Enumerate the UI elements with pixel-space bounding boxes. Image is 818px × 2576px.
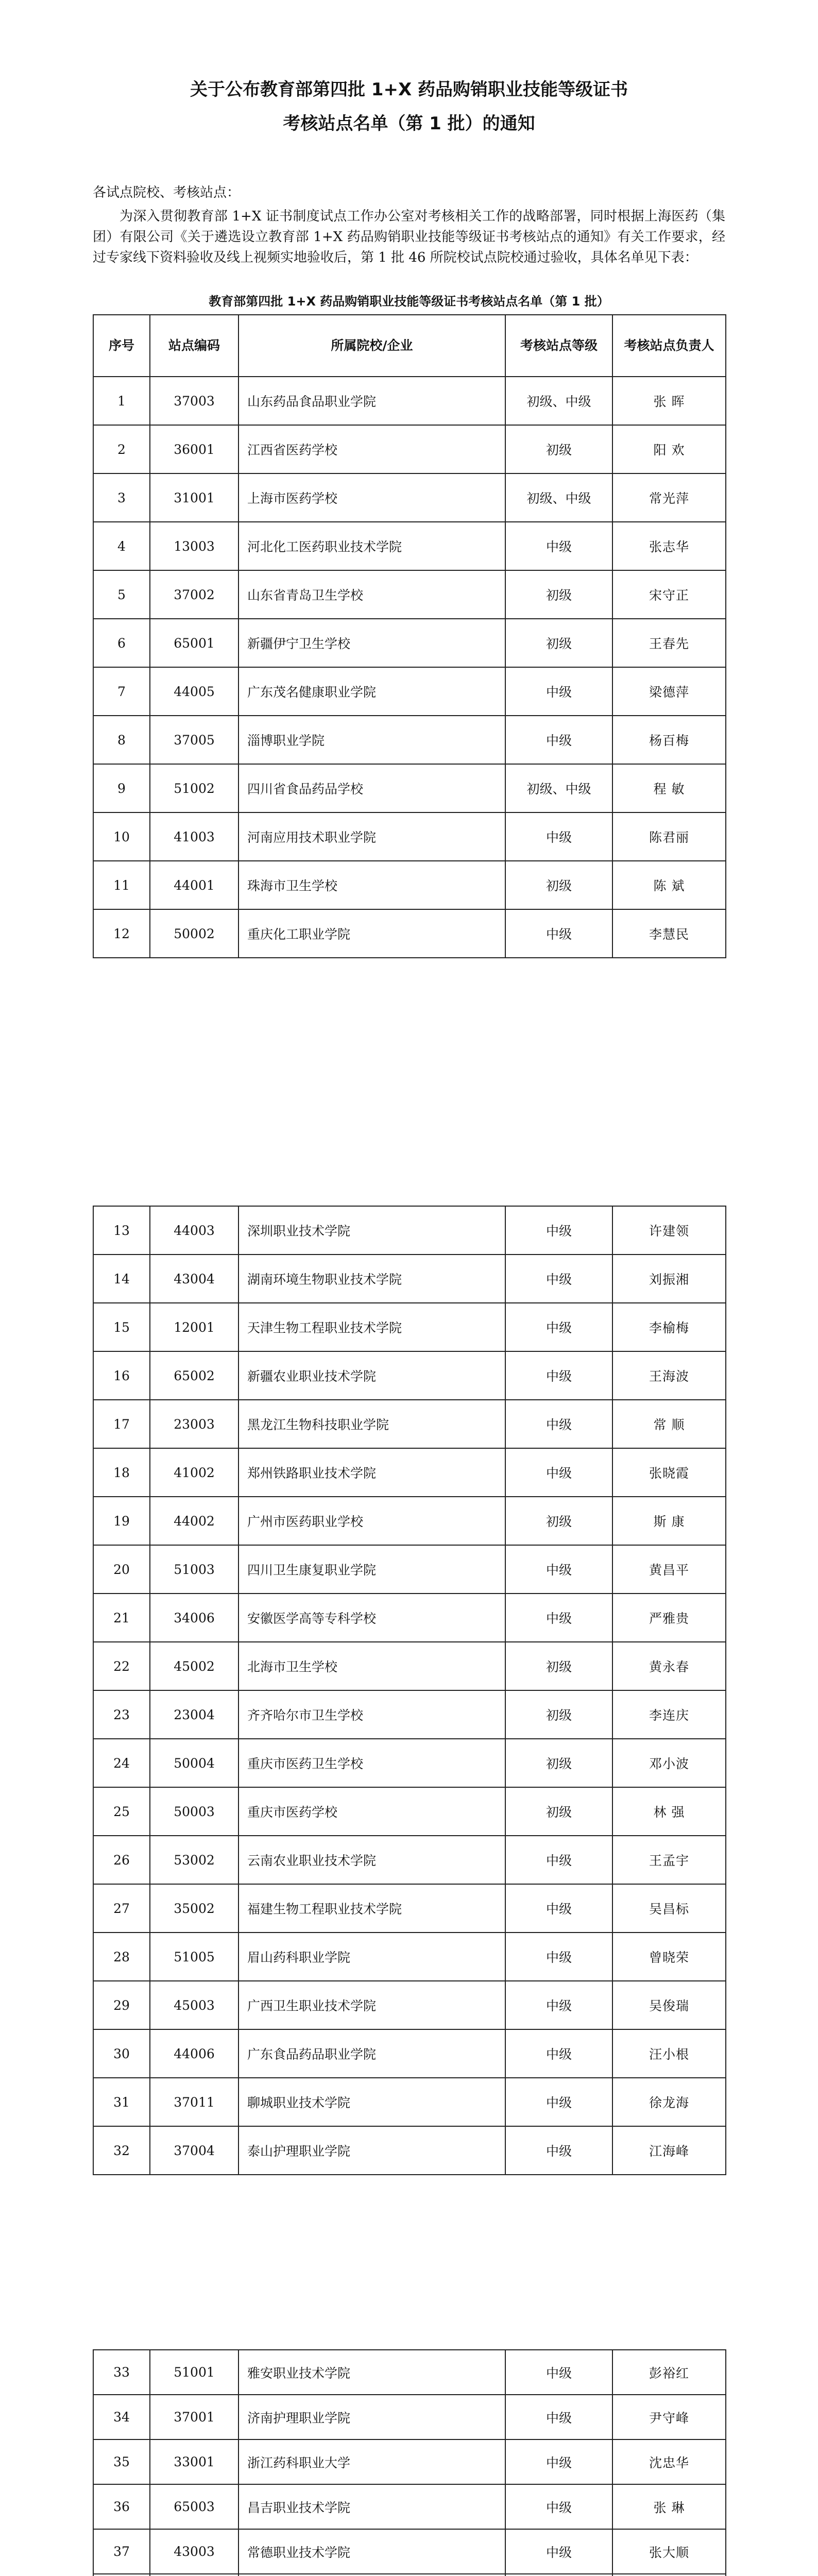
cell-code: 44002 bbox=[150, 1497, 238, 1545]
cell-code: 23004 bbox=[150, 1690, 238, 1739]
cell-org: 广西卫生职业技术学院 bbox=[238, 1981, 505, 2029]
cell-org: 云南农业职业技术学院 bbox=[238, 1836, 505, 1884]
cell-person: 王孟宇 bbox=[612, 1836, 726, 1884]
table-row bbox=[93, 1255, 726, 1303]
title-line-2: 考核站点名单（第 1 批）的通知 bbox=[283, 113, 535, 134]
cell-index: 8 bbox=[93, 716, 150, 764]
cell-person: 宋守正 bbox=[612, 570, 726, 619]
cell-org: 重庆化工职业学院 bbox=[238, 909, 505, 958]
table-body-part-3 bbox=[93, 2350, 726, 2576]
cell-index: 15 bbox=[93, 1303, 150, 1351]
cell-index: 25 bbox=[93, 1787, 150, 1836]
cell-index: 26 bbox=[93, 1836, 150, 1884]
header-org: 所属院校/企业 bbox=[238, 315, 505, 377]
table-row bbox=[93, 1739, 726, 1787]
cell-code: 37011 bbox=[150, 2078, 238, 2126]
cell-level: 初级 bbox=[505, 1690, 612, 1739]
cell-code: 37005 bbox=[150, 716, 238, 764]
cell-level: 中级 bbox=[505, 812, 612, 861]
cell-code: 37004 bbox=[150, 2126, 238, 2175]
cell-code: 37001 bbox=[150, 2395, 238, 2439]
cell-code: 51002 bbox=[150, 764, 238, 812]
sites-table-part-2 bbox=[93, 1206, 726, 2175]
table-row bbox=[93, 2126, 726, 2175]
cell-level: 中级 bbox=[505, 1545, 612, 1594]
cell-level: 中级 bbox=[505, 2078, 612, 2126]
table-row bbox=[93, 425, 726, 473]
cell-code: 65003 bbox=[150, 2484, 238, 2529]
cell-code: 33001 bbox=[150, 2439, 238, 2484]
page-3 bbox=[0, 2329, 818, 2576]
cell-code: 65001 bbox=[150, 619, 238, 667]
cell-org: 深圳职业技术学院 bbox=[238, 1206, 505, 1255]
cell-code: 36001 bbox=[150, 425, 238, 473]
cell-level: 中级 bbox=[505, 2350, 612, 2395]
cell-level: 中级 bbox=[505, 2029, 612, 2078]
sites-table-part-1 bbox=[93, 314, 726, 958]
cell-org: 湖南环境生物职业技术学院 bbox=[238, 1255, 505, 1303]
cell-level: 初级、中级 bbox=[505, 764, 612, 812]
cell-org: 江西省医药学校 bbox=[238, 425, 505, 473]
cell-person: 杨百梅 bbox=[612, 716, 726, 764]
cell-org: 新疆伊宁卫生学校 bbox=[238, 619, 505, 667]
cell-level bbox=[505, 2574, 612, 2576]
cell-index: 21 bbox=[93, 1594, 150, 1642]
cell-org: 济南护理职业学院 bbox=[238, 2395, 505, 2439]
cell-person: 彭裕红 bbox=[612, 2350, 726, 2395]
table-row bbox=[93, 619, 726, 667]
cell-person: 程 敏 bbox=[612, 764, 726, 812]
cell-org: 天津生物工程职业技术学院 bbox=[238, 1303, 505, 1351]
cell-code: 44001 bbox=[150, 861, 238, 909]
cell-index: 35 bbox=[93, 2439, 150, 2484]
cell-org: 珠海市卫生学校 bbox=[238, 861, 505, 909]
cell-index: 9 bbox=[93, 764, 150, 812]
cell-code: 53002 bbox=[150, 1836, 238, 1884]
table-row bbox=[93, 1787, 726, 1836]
cell-person: 王春先 bbox=[612, 619, 726, 667]
cell-person: 李榆梅 bbox=[612, 1303, 726, 1351]
table-row bbox=[93, 2350, 726, 2395]
cell-index: 17 bbox=[93, 1400, 150, 1448]
cell-person: 吴昌标 bbox=[612, 1884, 726, 1933]
cell-level: 中级 bbox=[505, 1448, 612, 1497]
cell-person: 徐龙海 bbox=[612, 2078, 726, 2126]
cell-code: 23003 bbox=[150, 1400, 238, 1448]
cell-code: 41003 bbox=[150, 812, 238, 861]
table-row bbox=[93, 522, 726, 570]
cell-org: 上海市医药学校 bbox=[238, 473, 505, 522]
table-row bbox=[93, 861, 726, 909]
cell-index: 1 bbox=[93, 377, 150, 425]
cell-person: 常光萍 bbox=[612, 473, 726, 522]
cell-level: 中级 bbox=[505, 2484, 612, 2529]
cell-org: 泰山护理职业学院 bbox=[238, 2126, 505, 2175]
cell-index: 7 bbox=[93, 667, 150, 716]
cell-level: 初级 bbox=[505, 1739, 612, 1787]
table-row bbox=[93, 1303, 726, 1351]
cell-org: 重庆市医药学校 bbox=[238, 1787, 505, 1836]
cell-level: 初级、中级 bbox=[505, 377, 612, 425]
page-1 bbox=[0, 0, 818, 1030]
salutation: 各试点院校、考核站点： bbox=[93, 185, 241, 200]
cell-person: 曾晓荣 bbox=[612, 1933, 726, 1981]
cell-level: 初级 bbox=[505, 861, 612, 909]
cell-code: 65002 bbox=[150, 1351, 238, 1400]
cell-level: 中级 bbox=[505, 2126, 612, 2175]
cell-code: 43003 bbox=[150, 2529, 238, 2574]
table-body-part-2 bbox=[93, 1206, 726, 2175]
cell-level: 中级 bbox=[505, 1351, 612, 1400]
cell-person: 尹守峰 bbox=[612, 2395, 726, 2439]
cell-index: 33 bbox=[93, 2350, 150, 2395]
cell-level: 中级 bbox=[505, 716, 612, 764]
cell-org: 广东食品药品职业学院 bbox=[238, 2029, 505, 2078]
table-row bbox=[93, 764, 726, 812]
cell-index: 10 bbox=[93, 812, 150, 861]
cell-person: 许建领 bbox=[612, 1206, 726, 1255]
cell-person: 吴俊瑞 bbox=[612, 1981, 726, 2029]
table-row bbox=[93, 570, 726, 619]
cell-code: 12001 bbox=[150, 1303, 238, 1351]
cell-code: 50003 bbox=[150, 1787, 238, 1836]
table-caption: 教育部第四批 1+X 药品购销职业技能等级证书考核站点名单（第 1 批） bbox=[209, 294, 609, 309]
cell-code bbox=[150, 2574, 238, 2576]
cell-index: 14 bbox=[93, 1255, 150, 1303]
cell-index: 11 bbox=[93, 861, 150, 909]
cell-level: 初级、中级 bbox=[505, 473, 612, 522]
body-paragraph: 为深入贯彻教育部 1+X 证书制度试点工作办公室对考核相关工作的战略部署，同时根据上海医药（集团）有限公司《关于遴选设立教育部 1+X 药品购销职业技能等级证书考核站点的通知》有关工作要求，经过专家线下资料验收及线上视频实地验收后，第 1 批 46 所院校试点院校通过验收，具体名单见下表： bbox=[93, 209, 725, 265]
cell-org: 眉山药科职业学院 bbox=[238, 1933, 505, 1981]
cell-code: 34006 bbox=[150, 1594, 238, 1642]
cell-code: 37002 bbox=[150, 570, 238, 619]
cell-person: 斯 康 bbox=[612, 1497, 726, 1545]
cell-org: 河南应用技术职业学院 bbox=[238, 812, 505, 861]
cell-code: 51001 bbox=[150, 2350, 238, 2395]
cell-code: 51005 bbox=[150, 1933, 238, 1981]
cell-org: 山东药品食品职业学院 bbox=[238, 377, 505, 425]
table-row bbox=[93, 909, 726, 958]
cell-person: 王海波 bbox=[612, 1351, 726, 1400]
cell-code: 50002 bbox=[150, 909, 238, 958]
table-row bbox=[93, 2574, 726, 2576]
page-2 bbox=[0, 1175, 818, 2205]
cell-index: 5 bbox=[93, 570, 150, 619]
cell-org: 常德职业技术学院 bbox=[238, 2529, 505, 2574]
cell-level: 初级 bbox=[505, 619, 612, 667]
cell-person: 林 强 bbox=[612, 1787, 726, 1836]
cell-org: 郑州铁路职业技术学院 bbox=[238, 1448, 505, 1497]
table-row bbox=[93, 1545, 726, 1594]
cell-org: 山东省青岛卫生学校 bbox=[238, 570, 505, 619]
cell-code: 31001 bbox=[150, 473, 238, 522]
table-row bbox=[93, 2078, 726, 2126]
cell-person: 严雅贵 bbox=[612, 1594, 726, 1642]
cell-person: 张 晖 bbox=[612, 377, 726, 425]
cell-person: 黄永春 bbox=[612, 1642, 726, 1690]
cell-person: 刘振湘 bbox=[612, 1255, 726, 1303]
cell-level: 初级 bbox=[505, 1497, 612, 1545]
cell-code: 41002 bbox=[150, 1448, 238, 1497]
document-title bbox=[0, 77, 818, 136]
table-body-part-1 bbox=[93, 377, 726, 958]
cell-person: 张晓霞 bbox=[612, 1448, 726, 1497]
cell-code: 50004 bbox=[150, 1739, 238, 1787]
table-row bbox=[93, 1594, 726, 1642]
cell-org: 聊城职业技术学院 bbox=[238, 2078, 505, 2126]
cell-index: 32 bbox=[93, 2126, 150, 2175]
cell-level: 中级 bbox=[505, 1400, 612, 1448]
cell-person bbox=[612, 2574, 726, 2576]
cell-index: 13 bbox=[93, 1206, 150, 1255]
cell-level: 中级 bbox=[505, 1303, 612, 1351]
cell-level: 初级 bbox=[505, 1642, 612, 1690]
cell-org: 河北化工医药职业技术学院 bbox=[238, 522, 505, 570]
cell-person: 常 顺 bbox=[612, 1400, 726, 1448]
cell-index: 4 bbox=[93, 522, 150, 570]
cell-index: 27 bbox=[93, 1884, 150, 1933]
cell-org: 广东茂名健康职业学院 bbox=[238, 667, 505, 716]
cell-person: 张志华 bbox=[612, 522, 726, 570]
cell-org: 广州市医药职业学校 bbox=[238, 1497, 505, 1545]
cell-person: 李慧民 bbox=[612, 909, 726, 958]
cell-org: 浙江药科职业大学 bbox=[238, 2439, 505, 2484]
cell-code: 44003 bbox=[150, 1206, 238, 1255]
cell-person: 黄昌平 bbox=[612, 1545, 726, 1594]
cell-org: 四川省食品药品学校 bbox=[238, 764, 505, 812]
cell-code: 35002 bbox=[150, 1884, 238, 1933]
cell-index: 37 bbox=[93, 2529, 150, 2574]
cell-index: 2 bbox=[93, 425, 150, 473]
cell-index: 34 bbox=[93, 2395, 150, 2439]
table-row bbox=[93, 2395, 726, 2439]
table-row bbox=[93, 667, 726, 716]
cell-person: 张大顺 bbox=[612, 2529, 726, 2574]
cell-level: 中级 bbox=[505, 1884, 612, 1933]
cell-level: 初级 bbox=[505, 425, 612, 473]
cell-person: 陈君丽 bbox=[612, 812, 726, 861]
cell-index: 19 bbox=[93, 1497, 150, 1545]
header-index: 序号 bbox=[93, 315, 150, 377]
cell-level: 中级 bbox=[505, 2439, 612, 2484]
cell-org: 北海市卫生学校 bbox=[238, 1642, 505, 1690]
cell-person: 汪小根 bbox=[612, 2029, 726, 2078]
table-header-row bbox=[93, 315, 726, 377]
cell-code: 45002 bbox=[150, 1642, 238, 1690]
header-level: 考核站点等级 bbox=[505, 315, 612, 377]
table-row bbox=[93, 2439, 726, 2484]
cell-person: 江海峰 bbox=[612, 2126, 726, 2175]
table-row bbox=[93, 1884, 726, 1933]
cell-org: 重庆市医药卫生学校 bbox=[238, 1739, 505, 1787]
table-row bbox=[93, 1836, 726, 1884]
cell-code: 44006 bbox=[150, 2029, 238, 2078]
cell-person: 李连庆 bbox=[612, 1690, 726, 1739]
cell-level: 中级 bbox=[505, 667, 612, 716]
cell-level: 初级 bbox=[505, 570, 612, 619]
cell-level: 中级 bbox=[505, 909, 612, 958]
cell-org: 安徽医学高等专科学校 bbox=[238, 1594, 505, 1642]
table-row bbox=[93, 1206, 726, 1255]
cell-code: 43004 bbox=[150, 1255, 238, 1303]
cell-level: 中级 bbox=[505, 2395, 612, 2439]
table-row bbox=[93, 473, 726, 522]
table-row bbox=[93, 377, 726, 425]
table-row bbox=[93, 1642, 726, 1690]
table-row bbox=[93, 716, 726, 764]
cell-org: 新疆农业职业技术学院 bbox=[238, 1351, 505, 1400]
sites-table-part-3 bbox=[93, 2349, 726, 2576]
table-row bbox=[93, 812, 726, 861]
table-row bbox=[93, 2029, 726, 2078]
cell-level: 中级 bbox=[505, 522, 612, 570]
cell-level: 中级 bbox=[505, 1206, 612, 1255]
table-row bbox=[93, 2529, 726, 2574]
cell-code: 44005 bbox=[150, 667, 238, 716]
cell-level: 中级 bbox=[505, 1594, 612, 1642]
cell-level: 中级 bbox=[505, 2529, 612, 2574]
cell-person: 陈 斌 bbox=[612, 861, 726, 909]
cell-org: 四川卫生康复职业学院 bbox=[238, 1545, 505, 1594]
cell-org: 齐齐哈尔市卫生学校 bbox=[238, 1690, 505, 1739]
cell-code: 45003 bbox=[150, 1981, 238, 2029]
cell-index bbox=[93, 2574, 150, 2576]
cell-person: 阳 欢 bbox=[612, 425, 726, 473]
cell-code: 13003 bbox=[150, 522, 238, 570]
cell-index: 29 bbox=[93, 1981, 150, 2029]
cell-level: 中级 bbox=[505, 1981, 612, 2029]
cell-org: 黑龙江生物科技职业学院 bbox=[238, 1400, 505, 1448]
cell-index: 6 bbox=[93, 619, 150, 667]
cell-org: 福建生物工程职业技术学院 bbox=[238, 1884, 505, 1933]
cell-code: 51003 bbox=[150, 1545, 238, 1594]
cell-level: 中级 bbox=[505, 1255, 612, 1303]
table-row bbox=[93, 1448, 726, 1497]
table-row bbox=[93, 1933, 726, 1981]
cell-index: 28 bbox=[93, 1933, 150, 1981]
cell-level: 中级 bbox=[505, 1933, 612, 1981]
cell-index: 16 bbox=[93, 1351, 150, 1400]
table-row bbox=[93, 1351, 726, 1400]
header-person: 考核站点负责人 bbox=[612, 315, 726, 377]
cell-org: 淄博职业学院 bbox=[238, 716, 505, 764]
cell-index: 36 bbox=[93, 2484, 150, 2529]
cell-index: 12 bbox=[93, 909, 150, 958]
cell-index: 31 bbox=[93, 2078, 150, 2126]
cell-index: 18 bbox=[93, 1448, 150, 1497]
cell-index: 24 bbox=[93, 1739, 150, 1787]
cell-org: 雅安职业技术学院 bbox=[238, 2350, 505, 2395]
cell-org: 昌吉职业技术学院 bbox=[238, 2484, 505, 2529]
header-code: 站点编码 bbox=[150, 315, 238, 377]
cell-index: 22 bbox=[93, 1642, 150, 1690]
title-line-1: 关于公布教育部第四批 1+X 药品购销职业技能等级证书 bbox=[190, 79, 628, 100]
cell-org bbox=[238, 2574, 505, 2576]
table-row bbox=[93, 2484, 726, 2529]
cell-index: 20 bbox=[93, 1545, 150, 1594]
cell-person: 梁德萍 bbox=[612, 667, 726, 716]
cell-code: 37003 bbox=[150, 377, 238, 425]
cell-person: 邓小波 bbox=[612, 1739, 726, 1787]
cell-level: 中级 bbox=[505, 1836, 612, 1884]
table-row bbox=[93, 1690, 726, 1739]
cell-index: 23 bbox=[93, 1690, 150, 1739]
cell-level: 初级 bbox=[505, 1787, 612, 1836]
table-row bbox=[93, 1981, 726, 2029]
cell-person: 沈忠华 bbox=[612, 2439, 726, 2484]
cell-index: 30 bbox=[93, 2029, 150, 2078]
cell-person: 张 琳 bbox=[612, 2484, 726, 2529]
cell-index: 3 bbox=[93, 473, 150, 522]
table-row bbox=[93, 1497, 726, 1545]
table-row bbox=[93, 1400, 726, 1448]
